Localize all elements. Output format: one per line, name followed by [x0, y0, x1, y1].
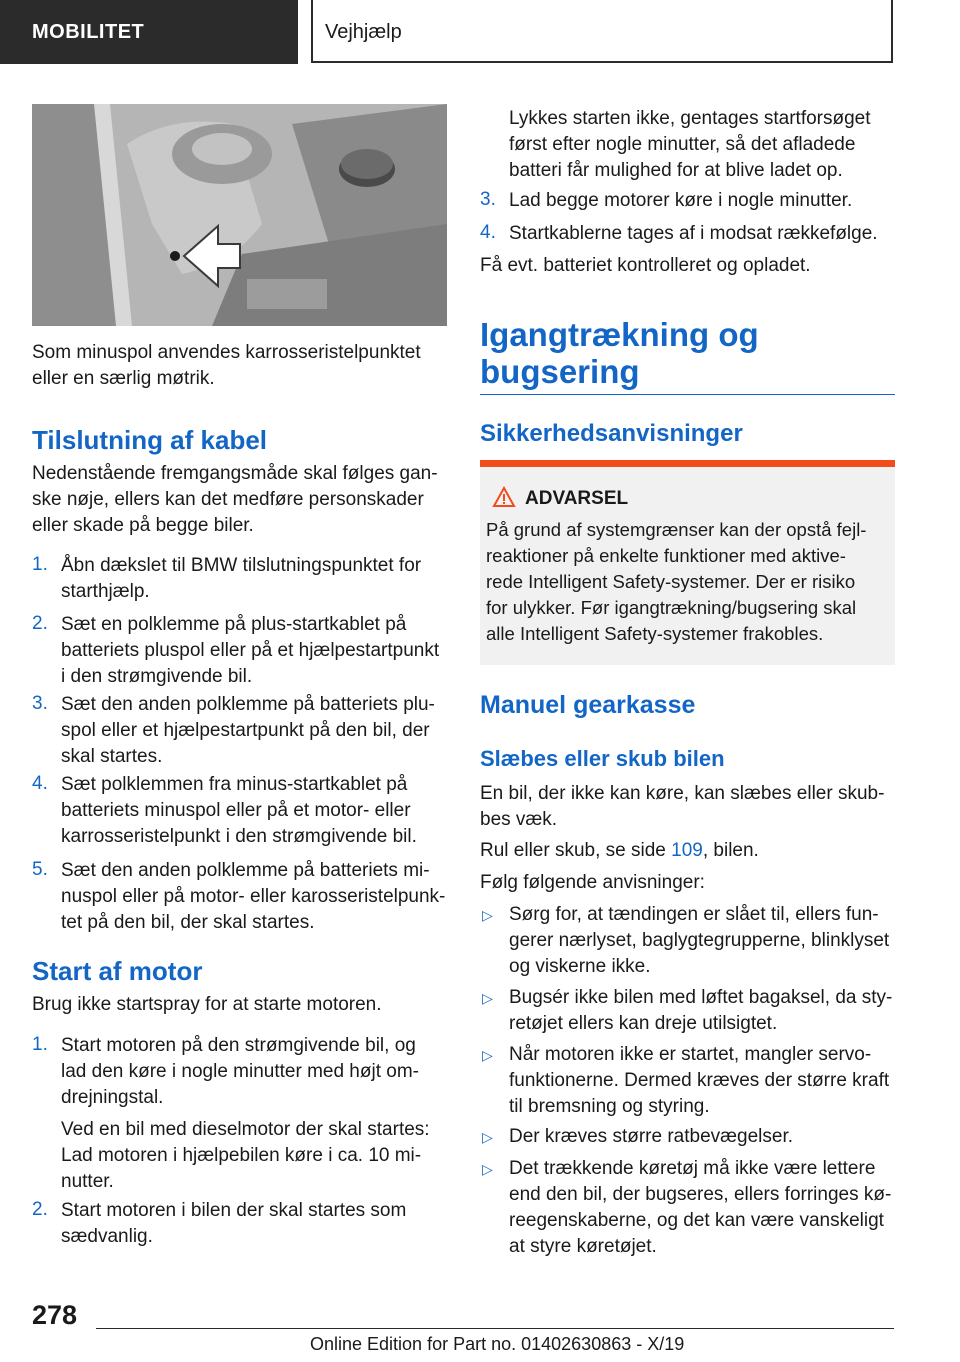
list-item: Sæt en polklemme på plus-startkablet på batteriets pluspol eller på et hjælpestartpunkt i den strømgivende bil.	[61, 614, 440, 687]
list-item: Når motoren ikke er startet, mangler servo- funktionerne. Dermed kræves der større kraft til bremsning og styring.	[509, 1044, 890, 1117]
footer-rule	[96, 1328, 894, 1329]
bullet-triangle-icon: ▷	[482, 907, 493, 923]
section-tab	[0, 0, 298, 64]
warning-title: ADVARSEL	[525, 488, 629, 509]
bullet-triangle-icon: ▷	[482, 1129, 493, 1145]
step-number: 1.	[32, 554, 48, 575]
list-item-note: Ved en bil med dieselmotor der skal startes: Lad motoren i hjælpebilen køre i ca. 10 mi- nutter.	[61, 1119, 430, 1192]
bullet-triangle-icon: ▷	[482, 990, 493, 1006]
photo-caption: Som minuspol anvendes karrosseristelpunktet eller en særlig møtrik.	[32, 342, 421, 389]
slaebes-heading: Slæbes eller skub bilen	[480, 746, 725, 771]
tilslutning-heading: Tilslutning af kabel	[32, 425, 268, 455]
page-link[interactable]: 109	[671, 840, 703, 861]
start-heading: Start af motor	[32, 956, 203, 986]
list-item: Sørg for, at tændingen er slået til, ellers fun- gerer nærlyset, baglygtegrupperne, blinklyset og viskerne ikke.	[509, 904, 890, 977]
bullet-triangle-icon: ▷	[482, 1047, 493, 1063]
page-reference: Rul eller skub, se side 109, bilen.	[480, 840, 759, 861]
list-item: Lad begge motorer køre i nogle minutter.	[509, 190, 853, 211]
warning-box	[480, 460, 895, 665]
start-after: Få evt. batteriet kontrolleret og opladet.	[480, 255, 811, 276]
follow-text: Følg følgende anvisninger:	[480, 872, 705, 893]
footer-edition: Online Edition for Part no. 01402630863 - X/19	[310, 1334, 685, 1354]
list-item: Startkablerne tages af i modsat rækkefølge.	[509, 223, 878, 244]
step-number: 3.	[32, 693, 48, 714]
chapter-box	[311, 0, 893, 63]
list-item-continuation: Lykkes starten ikke, gentages startforsøget først efter nogle minutter, så det afladede batteri får mulighed for at blive ladet op.	[509, 108, 871, 181]
bullet-triangle-icon: ▷	[482, 1161, 493, 1177]
step-number: 1.	[32, 1034, 48, 1055]
manuel-intro: En bil, der ikke kan køre, kan slæbes eller skub- bes væk.	[480, 783, 885, 830]
step-number: 5.	[32, 859, 48, 880]
step-number: 4.	[32, 773, 48, 794]
list-item: Start motoren på den strømgivende bil, og lad den køre i nogle minutter med højt om- drejningstal.	[61, 1035, 419, 1108]
safety-heading: Sikkerhedsanvisninger	[480, 420, 743, 447]
manuel-heading: Manuel gearkasse	[480, 691, 696, 719]
step-number: 2.	[32, 613, 48, 634]
list-item: Sæt den anden polklemme på batteriets mi- nuspol eller på motor- eller karosseristelpunk- tet på den bil, der skal startes.	[61, 860, 446, 933]
warning-text: På grund af systemgrænser kan der opstå fejl- reaktioner på enkelte funktioner med aktive- rede Intelligent Safety-systemer. Der er risiko for ulykker. Før igangtrækning/bugsering skal alle Intelligent Safety-systemer frakobles.	[486, 519, 867, 644]
list-item: Sæt polklemmen fra minus-startkablet på batteriets minuspol eller på et motor- eller karrosseristelpunkt i den strømgivende bil.	[61, 774, 417, 847]
warning-bar	[480, 460, 895, 467]
engine-bay-photo	[32, 104, 447, 326]
chapter-label: Vejhjælp	[325, 21, 402, 43]
section-label: MOBILITET	[32, 21, 145, 43]
list-item: Bugsér ikke bilen med løftet bagaksel, da sty- retøjet ellers kan dreje utilsigtet.	[509, 987, 893, 1034]
step-number: 4.	[480, 222, 496, 243]
heading-rule	[480, 394, 895, 395]
warning-triangle-icon	[492, 486, 516, 508]
list-item: Det trækkende køretøj må ikke være lettere end den bil, der bugseres, ellers forringes kø- reegenskaberne, og det kan være vanskeligt at styre køretøjet.	[509, 1158, 892, 1257]
list-item: Sæt den anden polklemme på batteriets plu- spol eller et hjælpestartpunkt på den bil, der skal startes.	[61, 694, 435, 767]
page-number: 278	[32, 1300, 78, 1330]
step-number: 2.	[32, 1199, 48, 1220]
list-item: Åbn dækslet til BMW tilslutningspunktet for starthjælp.	[61, 555, 422, 602]
start-intro: Brug ikke startspray for at starte motoren.	[32, 994, 382, 1015]
list-item: Der kræves større ratbevægelser.	[509, 1126, 794, 1147]
tilslutning-intro: Nedenstående fremgangsmåde skal følges gan- ske nøje, ellers kan det medføre personskader eller skade på begge biler.	[32, 463, 438, 536]
step-number: 3.	[480, 189, 496, 210]
igang-heading: Igangtrækning og bugsering	[480, 316, 759, 390]
list-item: Start motoren i bilen der skal startes som sædvanlig.	[61, 1200, 407, 1247]
